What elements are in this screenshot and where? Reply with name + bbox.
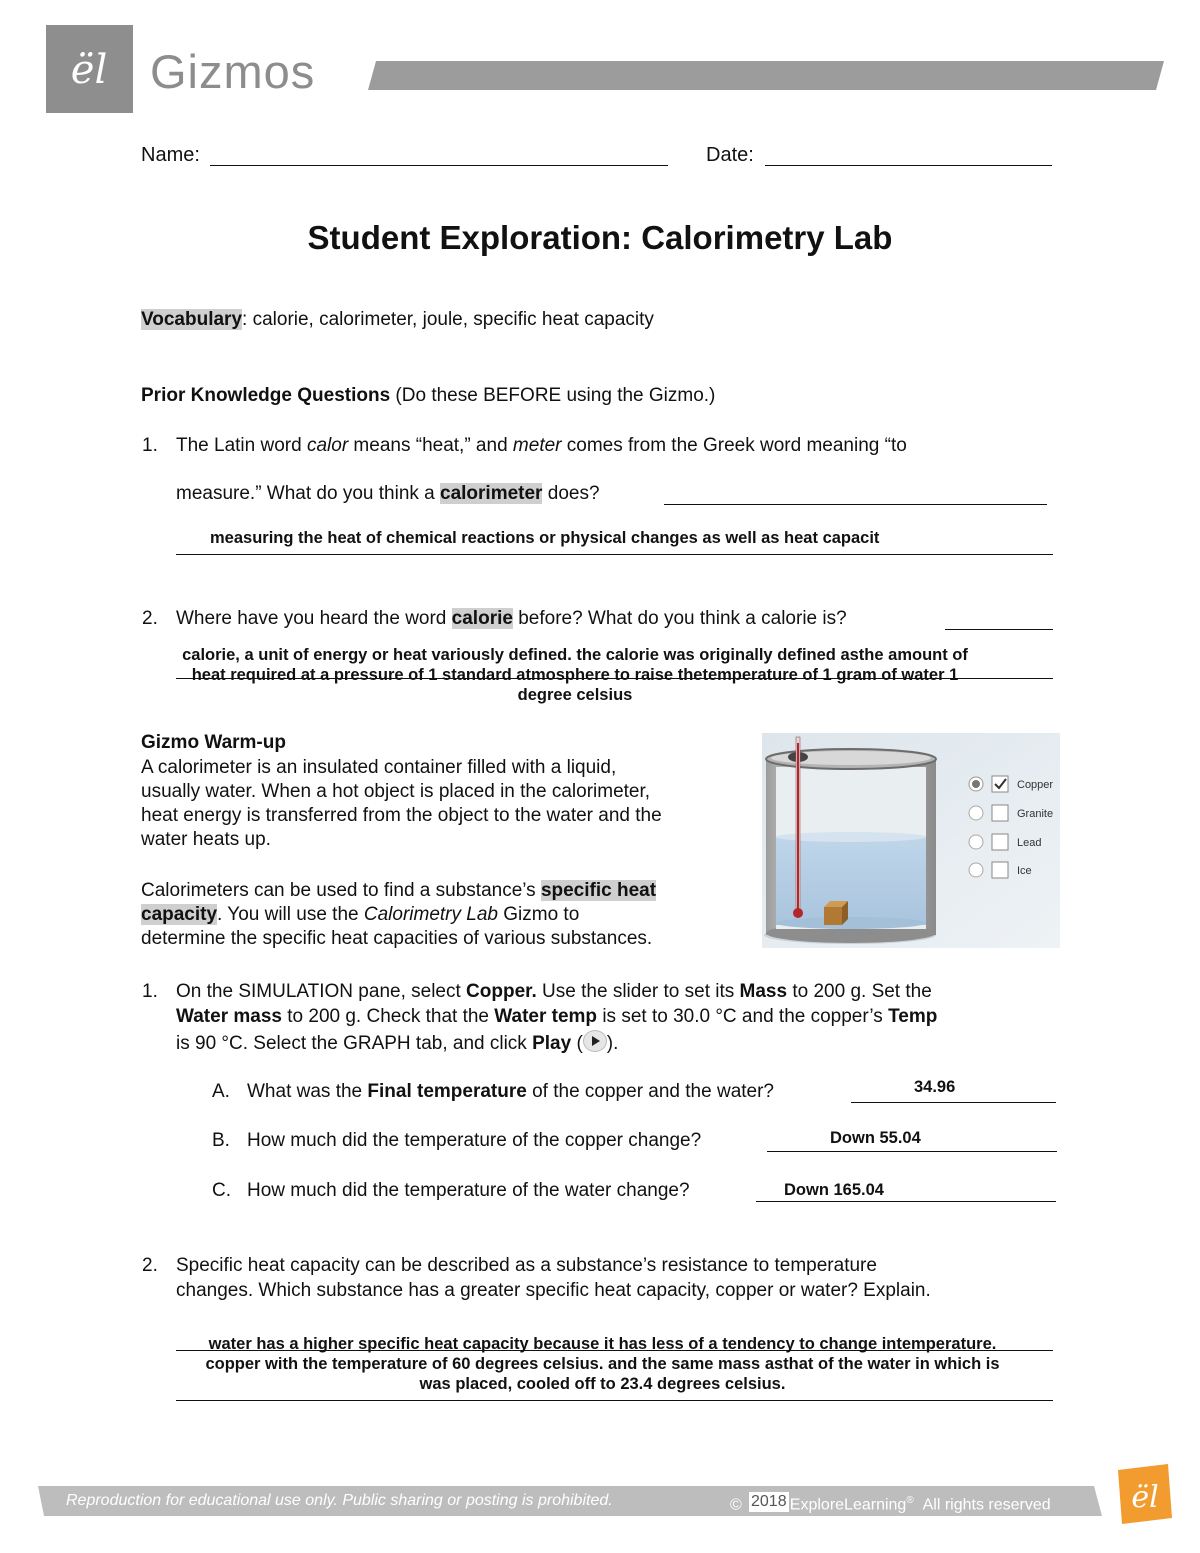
calorimeter-simulation-image: [762, 733, 1060, 948]
question-1-text: The Latin word calor means “heat,” and meter comes from the Greek word meaning “to: [176, 435, 907, 456]
sim-option-label: Ice: [1017, 865, 1032, 877]
name-field[interactable]: [210, 143, 668, 166]
svg-text:ël: ël: [70, 47, 108, 93]
question-number: 1.: [142, 435, 158, 456]
sub-question-letter: A.: [212, 1081, 230, 1102]
question-number: 1.: [142, 981, 158, 1002]
answer-text: calorie, a unit of energy or heat variously defined. the calorie was originally defined asthe amount of: [182, 646, 968, 664]
answer-text: water has a higher specific heat capacity because it has less of a tendency to change intemperature.: [208, 1335, 997, 1353]
header-bar: [368, 61, 1164, 90]
answer-line: [664, 482, 1047, 505]
question-number: 2.: [142, 1255, 158, 1276]
sub-question-c-text: How much did the temperature of the water change?: [247, 1180, 690, 1201]
prior-knowledge-heading: Prior Knowledge Questions (Do these BEFORE using the Gizmo.): [141, 385, 716, 406]
date-field[interactable]: [765, 143, 1052, 166]
answer-text: was placed, cooled off to 23.4 degrees celsius.: [419, 1375, 786, 1393]
sub-question-a-text: What was the Final temperature of the copper and the water?: [247, 1081, 774, 1102]
answer-text: degree celsius: [517, 686, 633, 704]
activity-1-line1: On the SIMULATION pane, select Copper. Use the slider to set its Mass to 200 g. Set the: [176, 981, 932, 1002]
warmup-paragraph: A calorimeter is an insulated container filled with a liquid, usually water. When a hot object is placed in the calorimeter, heat energy is transferred from the object to the water and the water heats up.: [141, 757, 662, 850]
question-2-text: Where have you heard the word calorie before? What do you think a calorie is?: [176, 608, 847, 629]
answer-line: [945, 607, 1053, 630]
sub-question-b-text: How much did the temperature of the copper change?: [247, 1130, 702, 1151]
footer-notice: Reproduction for educational use only. Public sharing or posting is prohibited.: [66, 1492, 613, 1509]
answer-text: 34.96: [914, 1078, 956, 1096]
answer-text: heat required at a pressure of 1 standard atmosphere to raise thetemperature of 1 gram of water 1: [191, 666, 959, 684]
answer-text: copper with the temperature of 60 degrees celsius. and the same mass asthat of the water in which is: [205, 1355, 1000, 1373]
answer-text: Down 55.04: [830, 1129, 921, 1147]
footer-copyright: © ExploreLearning® All rights reserved: [730, 1495, 1051, 1514]
sub-question-letter: B.: [212, 1130, 230, 1151]
activity-1-line2: Water mass to 200 g. Check that the Water temp is set to 30.0 °C and the copper’s Temp: [176, 1006, 938, 1027]
question-1-text-line2: measure.” What do you think a calorimeter does?: [176, 483, 600, 504]
activity-1-line3: is 90 °C. Select the GRAPH tab, and click Play ( ).: [176, 1030, 618, 1056]
warmup-heading: Gizmo Warm-up: [141, 732, 286, 753]
play-icon: [583, 1030, 607, 1052]
activity-2-line1: Specific heat capacity can be described as a substance’s resistance to temperature: [176, 1255, 877, 1276]
explorelearning-logo-icon: [46, 25, 133, 113]
answer-text: measuring the heat of chemical reactions or physical changes as well as heat capacit: [210, 529, 880, 547]
question-number: 2.: [142, 608, 158, 629]
date-label: Date:: [706, 144, 754, 166]
sim-option-label: Granite: [1017, 808, 1054, 820]
name-label: Name:: [141, 144, 200, 166]
brand-name: Gizmos: [150, 45, 316, 98]
vocabulary-label: Vocabulary: [141, 309, 243, 330]
warmup-paragraph-2: Calorimeters can be used to find a substance’s specific heat capacity. You will use the Calorimetry Lab Gizmo to determine the specific heat capacities of various substances.: [141, 880, 657, 949]
activity-2-line2: changes. Which substance has a greater specific heat capacity, copper or water? Explain.: [176, 1280, 931, 1301]
sub-question-letter: C.: [212, 1180, 231, 1201]
answer-text: Down 165.04: [784, 1181, 884, 1199]
vocabulary-line: Vocabulary: calorie, calorimeter, joule, specific heat capacity: [141, 309, 654, 330]
vocabulary-terms: calorie, calorimeter, joule, specific heat capacity: [247, 309, 654, 330]
sim-option-label: Lead: [1017, 837, 1042, 849]
footer-year: 2018: [751, 1493, 787, 1510]
svg-text:ël: ël: [1131, 1480, 1159, 1515]
page-title: Student Exploration: Calorimetry Lab: [307, 219, 893, 256]
explorelearning-badge-icon: [1106, 1460, 1176, 1530]
sim-option-label: Copper: [1017, 779, 1054, 791]
